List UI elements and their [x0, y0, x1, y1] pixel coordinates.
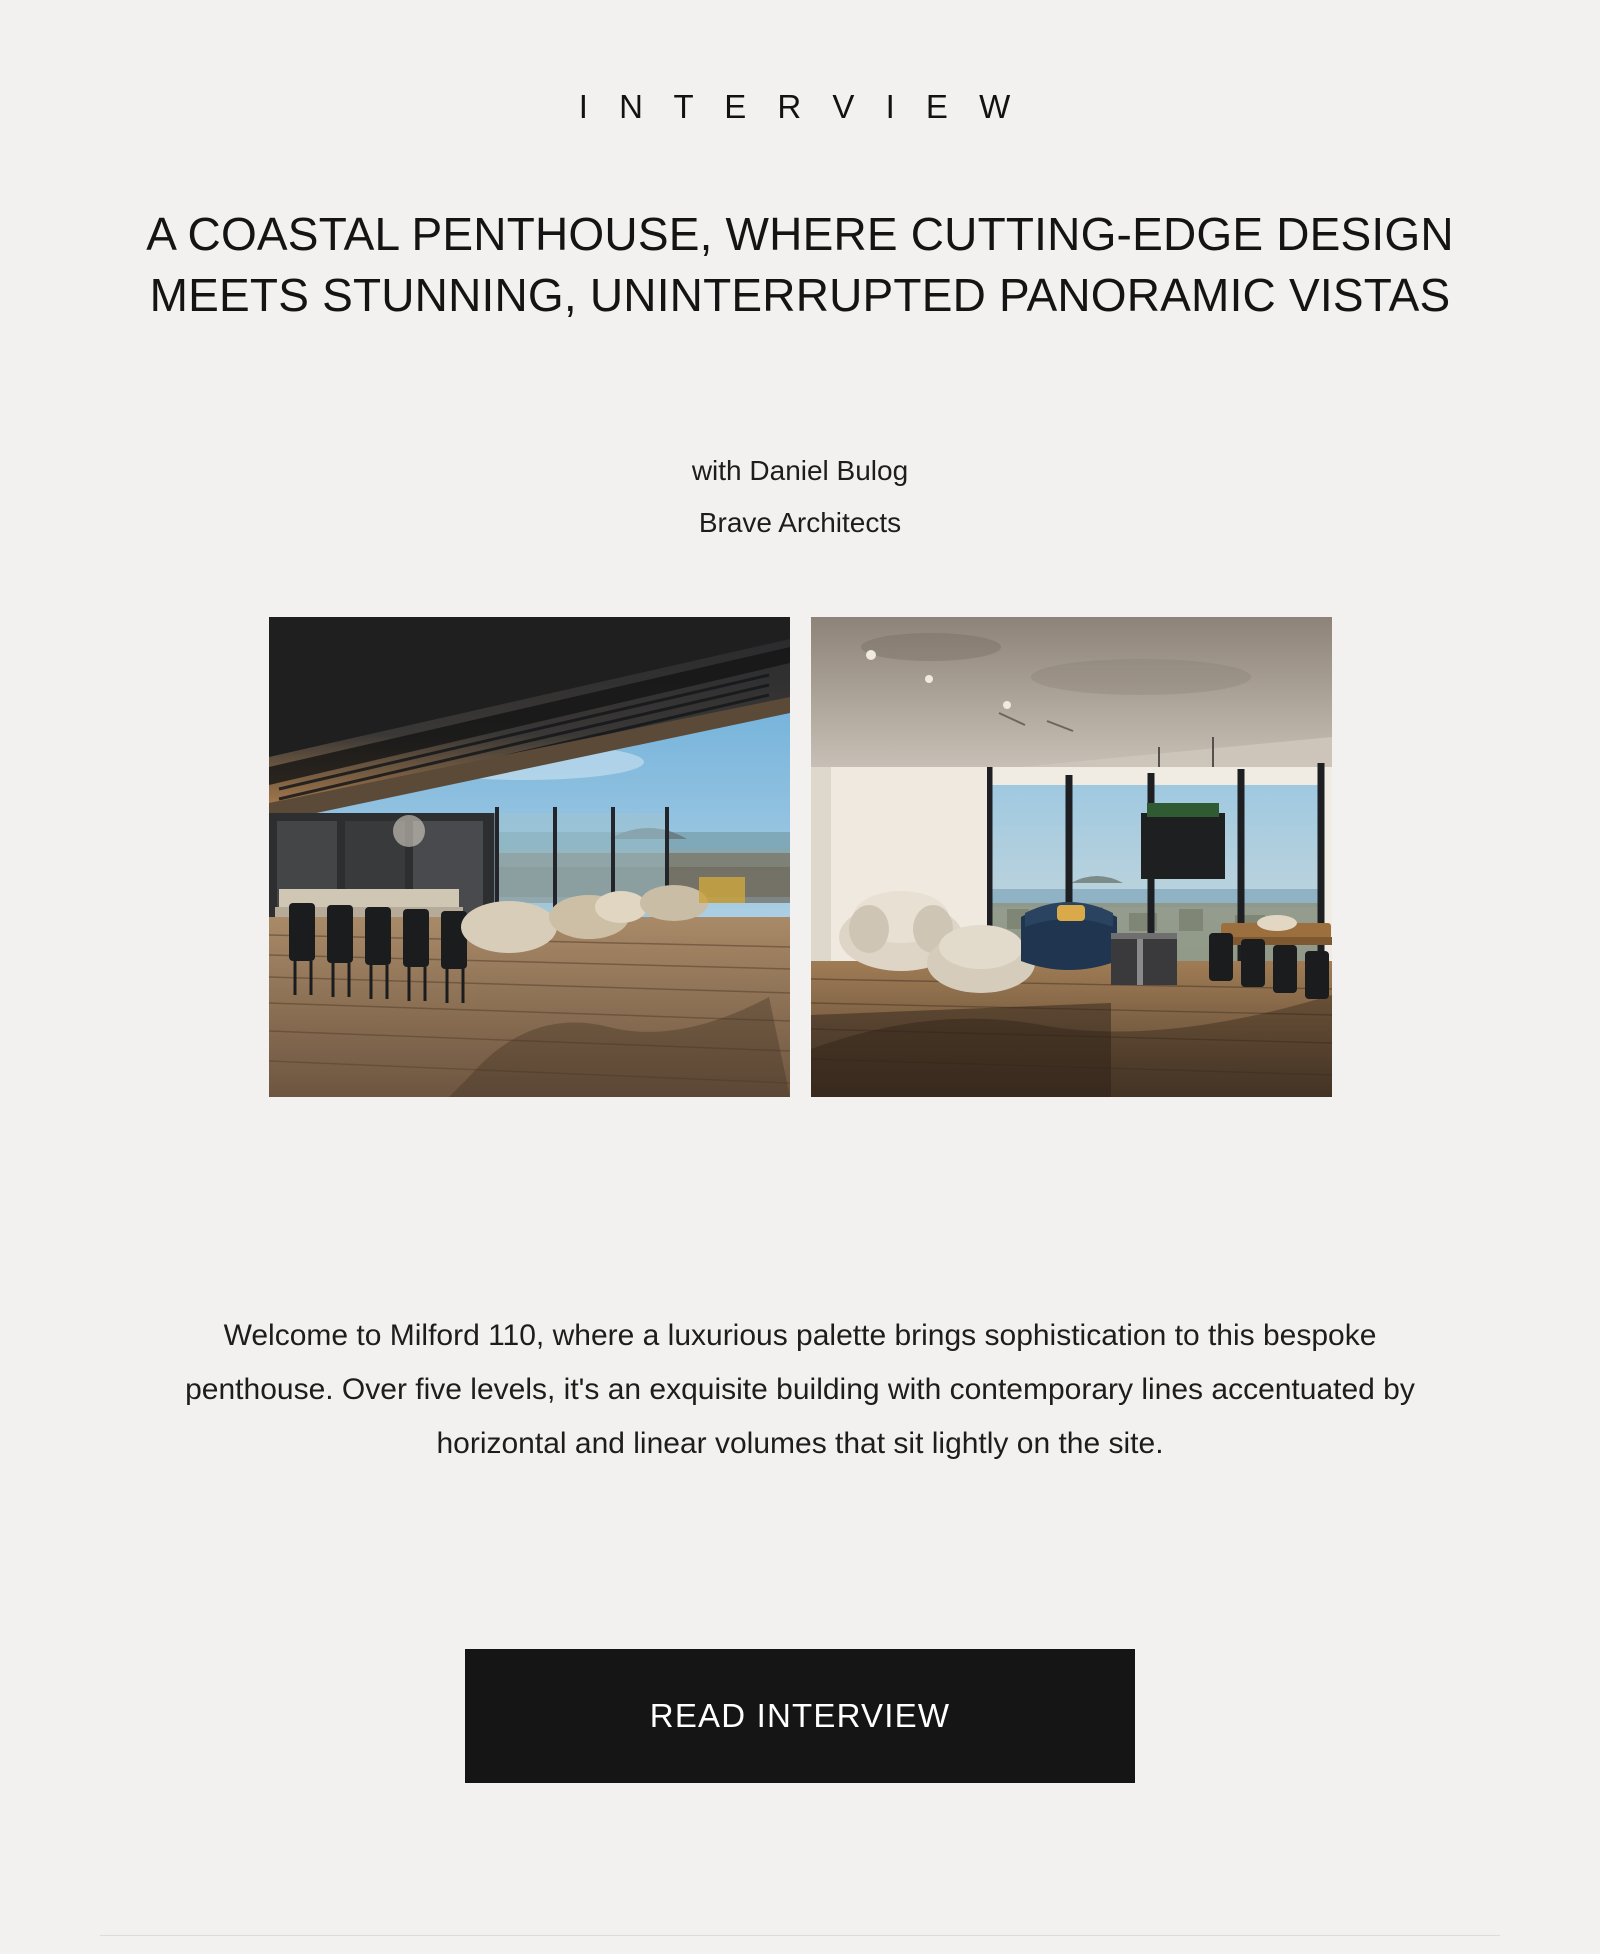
cta-container [0, 1649, 1600, 1783]
read-interview-button[interactable]: READ INTERVIEW [465, 1649, 1135, 1783]
byline [692, 445, 908, 549]
page-title: A COASTAL PENTHOUSE, WHERE CUTTING-EDGE DESIGN MEETS STUNNING, UNINTERRUPTED PANORAMIC VISTAS [146, 208, 1454, 321]
byline-author: with Daniel Bulog [691, 454, 909, 486]
footer-divider [100, 1935, 1500, 1936]
image-gallery [269, 617, 1332, 1097]
penthouse-interior-photo[interactable] [811, 617, 1332, 1097]
section-eyebrow: I N T E R V I E W [578, 88, 1022, 125]
byline-studio: Brave Architects [698, 506, 902, 538]
body-copy: Welcome to Milford 110, where a luxurious palette brings sophistication to this bespoke penthouse. Over five levels, it's an exquisite building with contemporary lines accentuated by horizontal and linear volumes that sit lightly on the site. [185, 1318, 1415, 1460]
penthouse-terrace-photo[interactable] [269, 617, 790, 1097]
